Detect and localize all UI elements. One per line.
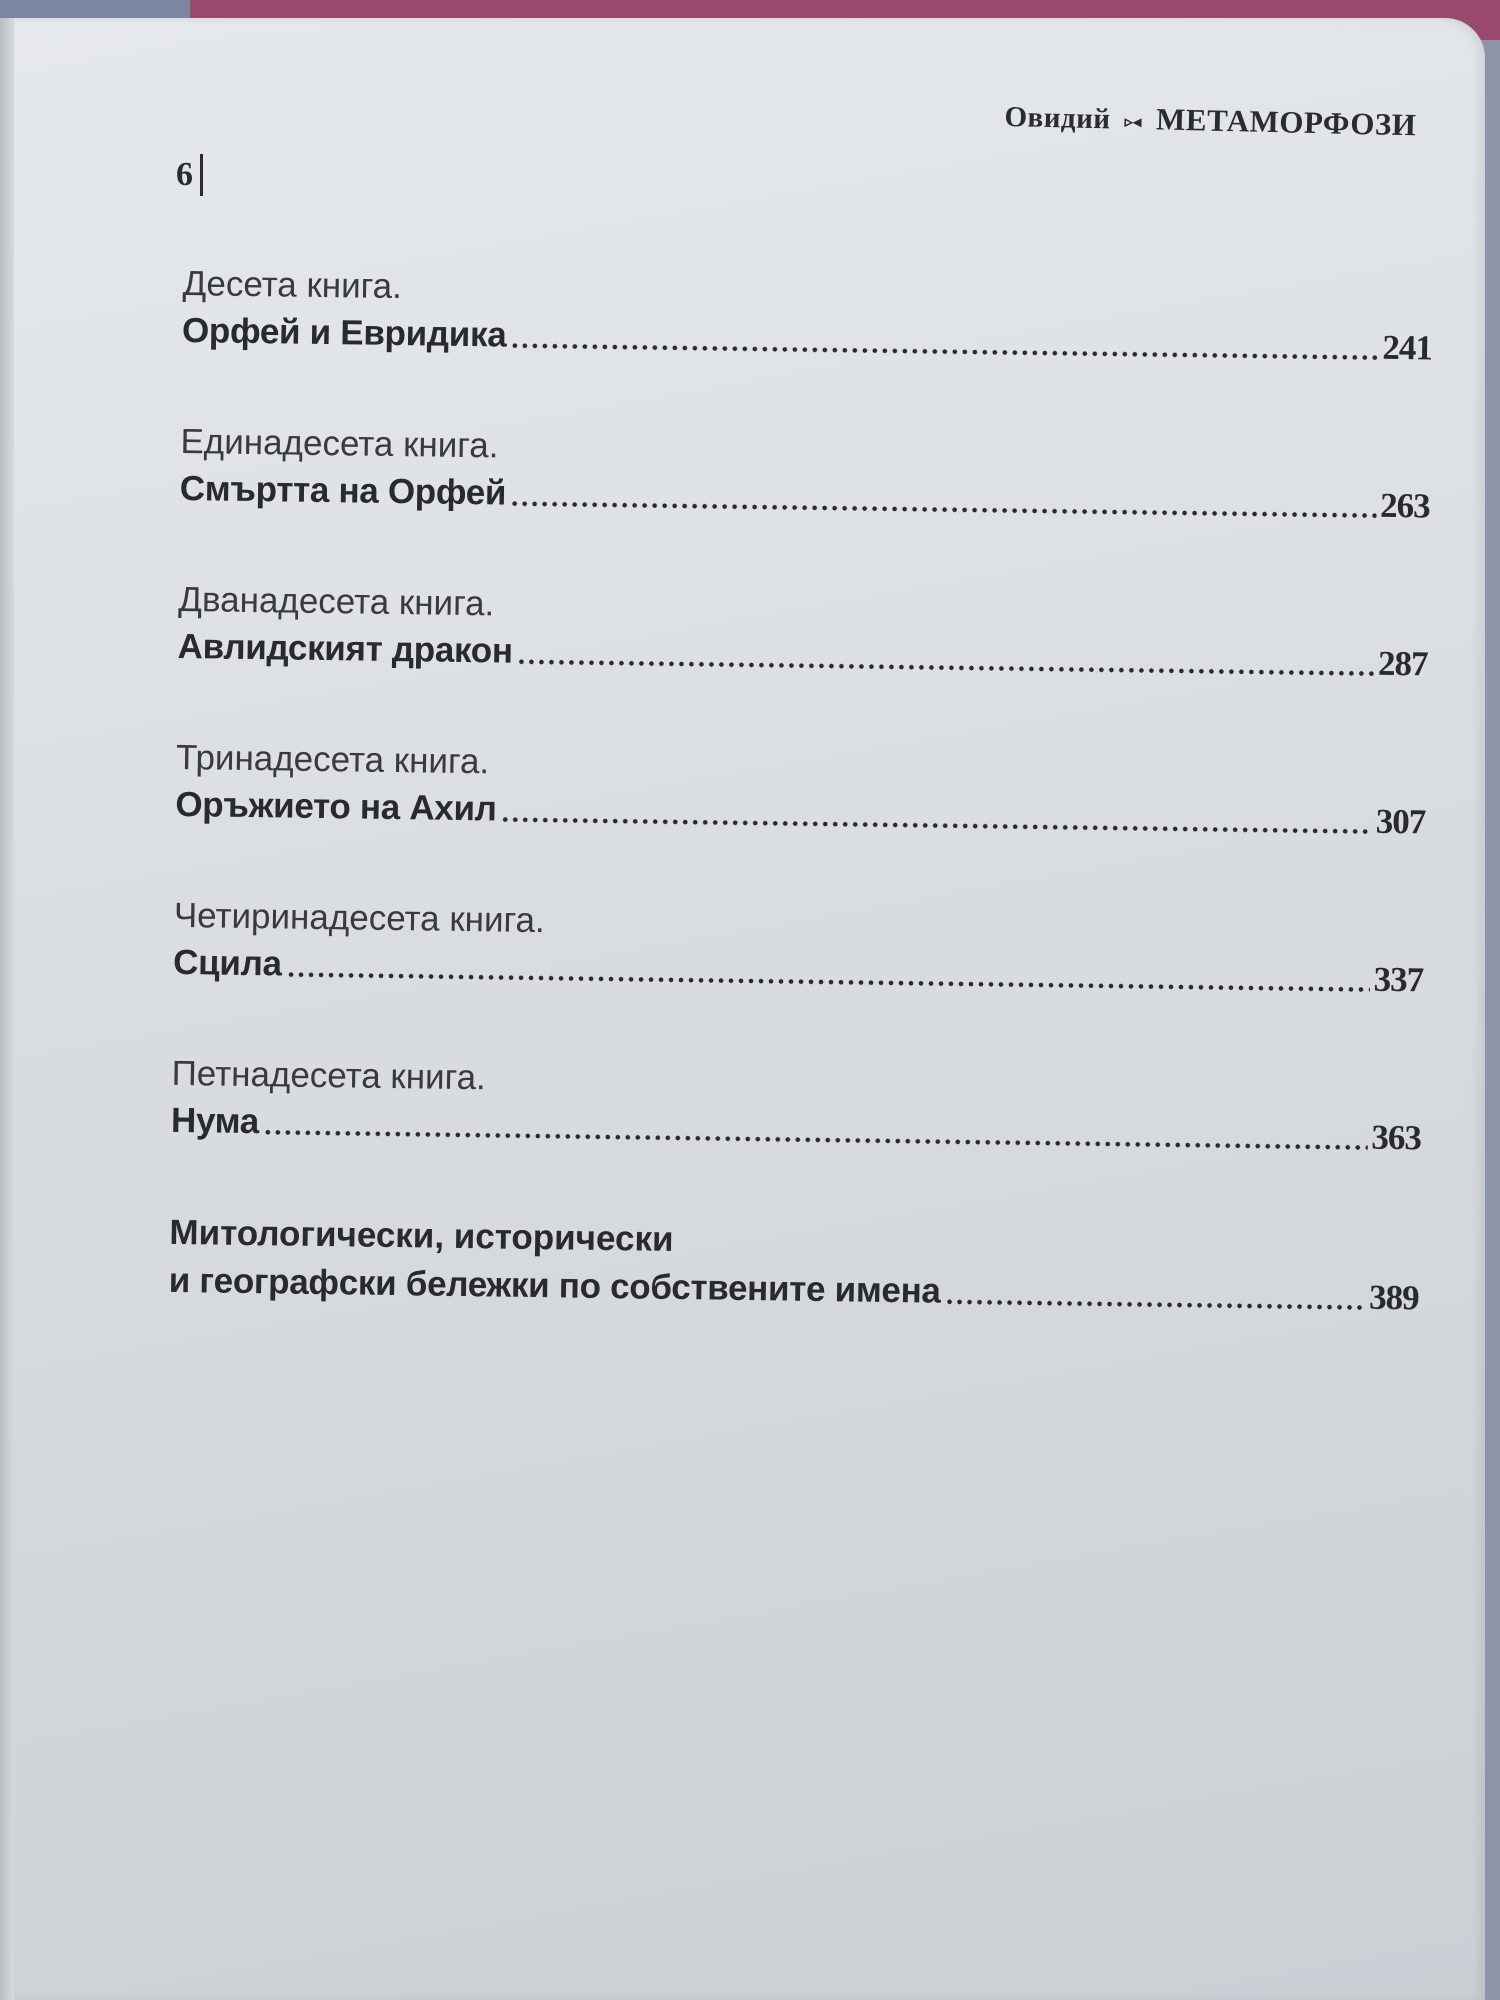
- toc-entry-label: Дванадесета книга.: [178, 579, 495, 624]
- dot-leader: [510, 501, 1376, 519]
- running-head-author: Овидий: [1004, 100, 1111, 136]
- toc-entry-label: Четиринадесета книга.: [173, 895, 546, 941]
- toc-entry-page: 241: [1382, 327, 1433, 368]
- notes-title-line2: и географски бележки по собствените имена: [168, 1260, 941, 1311]
- toc-entry[interactable]: [176, 578, 1448, 754]
- toc-entry-page: 337: [1373, 959, 1424, 1000]
- toc-entry-label: Единадесета книга.: [180, 421, 499, 466]
- page-edge: [0, 18, 14, 2000]
- toc-entry-page: 389: [1368, 1277, 1419, 1318]
- toc-entry-title: Орфей и Евридика: [181, 310, 507, 355]
- toc-entry-label: Петнадесета книга.: [171, 1053, 487, 1098]
- running-head-separator: ▹◂: [1124, 113, 1143, 131]
- table-of-contents: [168, 262, 1453, 1386]
- dot-leader: [263, 1129, 1367, 1150]
- toc-entry[interactable]: [181, 262, 1453, 438]
- notes-title-line1: Митологически, исторически: [169, 1212, 674, 1259]
- toc-entry-page: 307: [1375, 801, 1426, 842]
- dot-leader: [510, 343, 1378, 361]
- toc-entry-page: 363: [1371, 1117, 1422, 1158]
- toc-entry-title: Нума: [170, 1100, 260, 1142]
- toc-entry-label: Тринадесета книга.: [175, 737, 490, 782]
- toc-entry[interactable]: [172, 894, 1444, 1070]
- dot-leader: [286, 972, 1370, 993]
- dot-leader: [500, 816, 1371, 834]
- toc-entry-page: 263: [1379, 485, 1430, 526]
- toc-entry[interactable]: [174, 736, 1446, 912]
- toc-entry-title: Сцила: [172, 942, 282, 984]
- dot-leader: [517, 659, 1374, 677]
- toc-entry-title: Смъртта на Орфей: [179, 468, 507, 513]
- page-number: 6: [176, 156, 193, 193]
- toc-entry-page: 287: [1377, 643, 1428, 684]
- toc-entry-title: Авлидският дракон: [177, 626, 514, 671]
- toc-entry[interactable]: [170, 1052, 1442, 1228]
- page-number-rule: [200, 154, 203, 196]
- toc-entry-label: Десета книга.: [182, 263, 403, 307]
- toc-entry-notes[interactable]: [168, 1210, 1440, 1386]
- toc-entry[interactable]: [179, 420, 1451, 596]
- running-head-book-title: МЕТАМОРФОЗИ: [1155, 101, 1417, 143]
- toc-entry-title: Оръжието на Ахил: [175, 784, 497, 829]
- dot-leader: [944, 1299, 1365, 1311]
